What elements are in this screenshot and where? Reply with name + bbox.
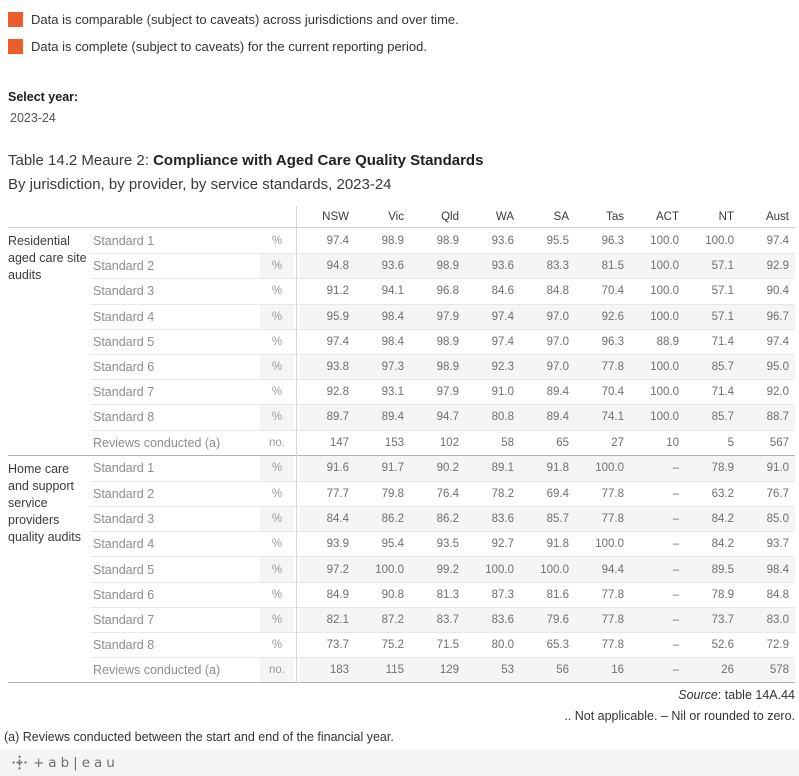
data-cell-sa: 81.6 — [546, 588, 569, 601]
data-cell-act: – — [630, 658, 685, 682]
data-cell-tas: 16 — [575, 658, 630, 682]
column-header-tas[interactable]: Tas — [606, 210, 624, 223]
column-header-sa[interactable]: SA — [553, 210, 569, 223]
column-header-wa[interactable]: WA — [495, 210, 514, 223]
unit-cell: % — [271, 234, 283, 247]
data-cell-sa: 56 — [520, 658, 575, 682]
data-cell-nsw: 147 — [329, 436, 349, 449]
data-cell-nsw: 94.8 — [300, 254, 355, 278]
data-cell-nt: 5 — [727, 436, 734, 449]
unit-cell: % — [260, 557, 294, 581]
data-cell-wa: 92.7 — [491, 538, 514, 551]
section-rows — [90, 456, 795, 683]
legend-label: Data is complete (subject to caveats) for the current reporting period. — [31, 38, 427, 54]
data-cell-qld: 71.5 — [436, 639, 459, 652]
data-cell-nsw: 77.7 — [326, 487, 349, 500]
data-cell-qld: 98.9 — [436, 335, 459, 348]
data-cell-tas: 96.3 — [601, 234, 624, 247]
unit-cell: % — [271, 487, 283, 500]
data-cell-nt: 57.1 — [711, 285, 734, 298]
data-cell-act: 100.0 — [650, 234, 679, 247]
data-cell-tas: 100.0 — [575, 456, 630, 481]
data-cell-vic: 115 — [355, 658, 410, 682]
data-cell-nt: 100.0 — [705, 234, 734, 247]
year-filter-label: Select year: — [8, 90, 79, 104]
data-cell-wa: 89.1 — [465, 456, 520, 481]
data-cell-tas: 96.3 — [601, 335, 624, 348]
data-cell-qld: 129 — [410, 658, 465, 682]
row-label: Standard 1 — [93, 233, 155, 248]
data-cell-vic: 89.4 — [355, 405, 410, 429]
row-label: Standard 1 — [93, 461, 155, 476]
data-cell-nsw: 97.2 — [300, 557, 355, 581]
column-header-aust[interactable]: Aust — [765, 210, 789, 223]
table-row — [90, 404, 795, 429]
data-cell-qld: 83.7 — [410, 608, 465, 632]
data-cell-aust: 88.7 — [740, 405, 795, 429]
data-cell-act: 100.0 — [630, 305, 685, 329]
data-cell-wa: 84.6 — [491, 285, 514, 298]
data-cell-qld: 99.2 — [410, 557, 465, 581]
data-cell-vic: 153 — [384, 436, 404, 449]
table-section — [8, 228, 795, 455]
legend — [8, 10, 459, 64]
data-cell-qld: 98.9 — [436, 234, 459, 247]
data-cell-sa: 65.3 — [546, 639, 569, 652]
row-label: Standard 5 — [93, 562, 155, 577]
row-label: Standard 3 — [93, 284, 155, 299]
data-cell-nt: 89.5 — [685, 557, 740, 581]
data-cell-nt: 85.7 — [685, 355, 740, 379]
data-cell-wa: 58 — [501, 436, 514, 449]
data-cell-qld: 97.9 — [436, 386, 459, 399]
data-cell-aust: 92.9 — [740, 254, 795, 278]
data-cell-nsw: 93.9 — [326, 538, 349, 551]
column-headers — [8, 206, 795, 228]
table-section — [8, 455, 795, 683]
data-cell-sa: 83.3 — [520, 254, 575, 278]
data-cell-aust: 91.0 — [740, 456, 795, 481]
data-cell-tas: 70.4 — [601, 285, 624, 298]
data-cell-nsw: 91.6 — [300, 456, 355, 481]
data-cell-wa: 97.4 — [465, 305, 520, 329]
data-cell-qld: 98.9 — [410, 254, 465, 278]
data-cell-vic: 100.0 — [355, 557, 410, 581]
orange-square-icon — [8, 12, 23, 27]
row-label: Standard 4 — [93, 309, 155, 324]
data-cell-nsw: 95.9 — [300, 305, 355, 329]
row-label: Standard 7 — [93, 385, 155, 400]
unit-cell: % — [260, 507, 294, 531]
year-filter — [8, 90, 78, 125]
data-cell-sa: 89.4 — [520, 405, 575, 429]
data-cell-wa: 100.0 — [465, 557, 520, 581]
data-cell-vic: 87.2 — [355, 608, 410, 632]
data-cell-nt: 78.9 — [711, 588, 734, 601]
unit-cell: no. — [269, 436, 285, 449]
unit-cell: % — [260, 608, 294, 632]
data-cell-nsw: 89.7 — [300, 405, 355, 429]
data-cell-act: 100.0 — [630, 355, 685, 379]
data-cell-act: 100.0 — [630, 405, 685, 429]
column-header-qld[interactable]: Qld — [441, 210, 459, 223]
data-cell-vic: 98.4 — [381, 335, 404, 348]
data-cell-aust: 85.0 — [740, 507, 795, 531]
tableau-mark-icon — [12, 755, 27, 770]
table-row — [90, 607, 795, 632]
year-filter-value[interactable]: 2023-24 — [10, 111, 56, 125]
table-row — [90, 481, 795, 506]
unit-cell: % — [271, 639, 283, 652]
source-rest: : table 14A.44 — [717, 688, 795, 702]
data-cell-sa: 97.0 — [520, 355, 575, 379]
row-label: Standard 5 — [93, 334, 155, 349]
table-row — [90, 456, 795, 481]
data-cell-wa: 93.6 — [491, 234, 514, 247]
data-cell-nt: 84.2 — [711, 538, 734, 551]
data-cell-wa: 93.6 — [465, 254, 520, 278]
unit-cell: % — [260, 405, 294, 429]
data-cell-nt: 71.4 — [711, 335, 734, 348]
row-label: Standard 4 — [93, 537, 155, 552]
table-row — [90, 379, 795, 404]
data-cell-tas: 27 — [611, 436, 624, 449]
footnote-a: (a) Reviews conducted between the start and end of the financial year. — [4, 730, 394, 744]
data-cell-sa: 100.0 — [520, 557, 575, 581]
row-label: Standard 2 — [93, 486, 155, 501]
data-cell-nt: 52.6 — [711, 639, 734, 652]
data-cell-tas: 92.6 — [575, 305, 630, 329]
column-header-vic[interactable]: Vic — [388, 210, 404, 223]
row-label: Reviews conducted (a) — [93, 435, 221, 450]
unit-cell: % — [271, 285, 283, 298]
data-cell-tas: 77.8 — [575, 507, 630, 531]
data-cell-vic: 93.1 — [381, 386, 404, 399]
unit-cell: % — [260, 355, 294, 379]
data-cell-sa: 79.6 — [520, 608, 575, 632]
data-cell-wa: 97.4 — [491, 335, 514, 348]
data-cell-act: 10 — [666, 436, 679, 449]
data-cell-nsw: 91.2 — [326, 285, 349, 298]
row-label: Standard 3 — [93, 512, 155, 527]
data-cell-nsw: 73.7 — [326, 639, 349, 652]
data-cell-wa: 80.8 — [465, 405, 520, 429]
data-cell-tas: 100.0 — [595, 538, 624, 551]
data-cell-wa: 80.0 — [491, 639, 514, 652]
column-divider-line — [296, 206, 297, 683]
table-row — [90, 582, 795, 607]
data-cell-tas: 77.8 — [575, 355, 630, 379]
row-label: Standard 6 — [93, 587, 155, 602]
data-cell-vic: 90.8 — [381, 588, 404, 601]
data-cell-tas: 94.4 — [575, 557, 630, 581]
data-cell-act: – — [630, 608, 685, 632]
data-cell-aust: 83.0 — [740, 608, 795, 632]
data-cell-qld: 97.9 — [410, 305, 465, 329]
data-cell-nt: 57.1 — [685, 305, 740, 329]
section-rows — [90, 228, 795, 455]
table-row — [90, 304, 795, 329]
data-cell-qld: 81.3 — [436, 588, 459, 601]
data-cell-act: – — [672, 639, 679, 652]
compliance-table — [8, 206, 795, 683]
data-cell-nt: 84.2 — [685, 507, 740, 531]
data-cell-qld: 86.2 — [410, 507, 465, 531]
data-cell-nsw: 97.4 — [326, 234, 349, 247]
data-cell-act: 100.0 — [630, 254, 685, 278]
data-cell-sa: 89.4 — [546, 386, 569, 399]
data-cell-wa: 83.6 — [465, 507, 520, 531]
data-cell-vic: 91.7 — [355, 456, 410, 481]
data-cell-aust: 96.7 — [740, 305, 795, 329]
data-cell-sa: 85.7 — [520, 507, 575, 531]
data-cell-nt: 26 — [685, 658, 740, 682]
data-cell-tas: 81.5 — [575, 254, 630, 278]
data-cell-sa: 65 — [556, 436, 569, 449]
data-cell-nt: 85.7 — [685, 405, 740, 429]
data-cell-act: – — [672, 588, 679, 601]
column-header-nsw[interactable]: NSW — [322, 210, 349, 223]
footnotes — [4, 688, 795, 745]
data-cell-qld: 93.5 — [436, 538, 459, 551]
data-cell-vic: 93.6 — [355, 254, 410, 278]
data-cell-aust: 97.4 — [766, 335, 789, 348]
unit-cell: % — [260, 254, 294, 278]
tableau-wordmark: +ab|eau — [33, 754, 119, 771]
data-cell-vic: 97.3 — [355, 355, 410, 379]
data-cell-aust: 95.0 — [740, 355, 795, 379]
data-cell-act: – — [630, 557, 685, 581]
data-cell-wa: 83.6 — [465, 608, 520, 632]
data-cell-aust: 76.7 — [766, 487, 789, 500]
data-cell-sa: 91.8 — [520, 456, 575, 481]
title-prefix: Table 14.2 Meaure 2: — [8, 152, 154, 169]
column-header-nt[interactable]: NT — [718, 210, 734, 223]
data-cell-vic: 79.8 — [381, 487, 404, 500]
data-cell-tas: 70.4 — [601, 386, 624, 399]
row-label: Standard 8 — [93, 410, 155, 425]
data-cell-nsw: 97.4 — [326, 335, 349, 348]
data-cell-sa: 97.0 — [546, 335, 569, 348]
data-cell-aust: 578 — [740, 658, 795, 682]
group-label: Residential aged care site audits — [8, 234, 87, 282]
column-header-act[interactable]: ACT — [656, 210, 679, 223]
data-cell-nt: 78.9 — [685, 456, 740, 481]
data-cell-qld: 90.2 — [410, 456, 465, 481]
data-cell-act: 100.0 — [650, 386, 679, 399]
data-cell-act: – — [672, 487, 679, 500]
data-cell-wa: 91.0 — [491, 386, 514, 399]
title-bold: Compliance with Aged Care Quality Standards — [153, 152, 484, 169]
unit-cell: % — [271, 386, 283, 399]
data-cell-sa: 84.8 — [546, 285, 569, 298]
table-row — [90, 329, 795, 354]
unit-cell: % — [260, 456, 294, 481]
data-cell-wa: 53 — [465, 658, 520, 682]
data-cell-qld: 76.4 — [436, 487, 459, 500]
data-cell-nt: 57.1 — [685, 254, 740, 278]
row-label: Standard 2 — [93, 259, 155, 274]
unit-cell: % — [260, 305, 294, 329]
data-cell-wa: 87.3 — [491, 588, 514, 601]
row-label: Standard 6 — [93, 360, 155, 375]
table-row — [90, 657, 795, 682]
group-label: Home care and support service providers quality audits — [8, 461, 81, 544]
data-cell-vic: 98.9 — [381, 234, 404, 247]
data-cell-aust: 93.7 — [766, 538, 789, 551]
data-cell-nsw: 84.4 — [300, 507, 355, 531]
na-note: .. Not applicable. – Nil or rounded to zero. — [564, 709, 795, 723]
data-cell-act: – — [630, 507, 685, 531]
table-row — [90, 430, 795, 455]
data-cell-tas: 74.1 — [575, 405, 630, 429]
data-cell-aust: 90.4 — [766, 285, 789, 298]
data-cell-wa: 78.2 — [491, 487, 514, 500]
table-row — [90, 253, 795, 278]
row-label: Standard 8 — [93, 638, 155, 653]
table-row — [90, 354, 795, 379]
data-cell-nsw: 183 — [300, 658, 355, 682]
data-cell-aust: 84.8 — [766, 588, 789, 601]
data-cell-qld: 98.9 — [410, 355, 465, 379]
data-cell-qld: 96.8 — [436, 285, 459, 298]
data-cell-nt: 63.2 — [711, 487, 734, 500]
table-row — [90, 556, 795, 581]
table-row — [90, 278, 795, 303]
data-cell-aust: 98.4 — [740, 557, 795, 581]
data-cell-sa: 97.0 — [520, 305, 575, 329]
data-cell-qld: 94.7 — [410, 405, 465, 429]
data-cell-aust: 97.4 — [766, 234, 789, 247]
table-row — [90, 228, 795, 253]
data-cell-vic: 95.4 — [381, 538, 404, 551]
data-cell-nsw: 84.9 — [326, 588, 349, 601]
data-cell-qld: 102 — [439, 436, 459, 449]
table-row — [90, 632, 795, 657]
data-cell-nt: 71.4 — [711, 386, 734, 399]
data-cell-tas: 77.8 — [601, 487, 624, 500]
page-subtitle: By jurisdiction, by provider, by service standards, 2023-24 — [8, 176, 392, 193]
legend-item-complete — [8, 37, 459, 55]
data-cell-aust: 72.9 — [766, 639, 789, 652]
data-cell-act: – — [672, 538, 679, 551]
orange-square-icon — [8, 39, 23, 54]
data-cell-sa: 95.5 — [546, 234, 569, 247]
data-cell-act: 100.0 — [650, 285, 679, 298]
source-label: Source — [678, 688, 718, 702]
data-cell-act: 88.9 — [656, 335, 679, 348]
data-cell-sa: 91.8 — [546, 538, 569, 551]
unit-cell: no. — [260, 658, 294, 682]
data-cell-vic: 86.2 — [355, 507, 410, 531]
row-label: Reviews conducted (a) — [93, 663, 221, 678]
data-cell-nsw: 92.8 — [326, 386, 349, 399]
unit-cell: % — [271, 588, 283, 601]
legend-label: Data is comparable (subject to caveats) across jurisdictions and over time. — [31, 11, 459, 27]
data-cell-nsw: 82.1 — [300, 608, 355, 632]
data-cell-vic: 75.2 — [381, 639, 404, 652]
data-cell-act: – — [630, 456, 685, 481]
unit-cell: % — [271, 538, 283, 551]
tableau-logo-link[interactable] — [12, 755, 119, 771]
table-body — [8, 228, 795, 683]
title-block — [8, 150, 788, 195]
tableau-bottom-bar — [0, 749, 799, 776]
table-row — [90, 531, 795, 556]
data-cell-sa: 69.4 — [546, 487, 569, 500]
data-cell-wa: 92.3 — [465, 355, 520, 379]
row-label: Standard 7 — [93, 612, 155, 627]
data-cell-tas: 77.8 — [601, 639, 624, 652]
table-row — [90, 506, 795, 531]
data-cell-vic: 98.4 — [355, 305, 410, 329]
page-title — [8, 150, 788, 171]
unit-cell: % — [271, 335, 283, 348]
legend-item-comparable — [8, 10, 459, 28]
data-cell-nsw: 93.8 — [300, 355, 355, 379]
data-cell-vic: 94.1 — [381, 285, 404, 298]
data-cell-aust: 567 — [769, 436, 789, 449]
data-cell-nt: 73.7 — [685, 608, 740, 632]
data-cell-aust: 92.0 — [766, 386, 789, 399]
data-cell-tas: 77.8 — [601, 588, 624, 601]
source-note — [4, 688, 795, 703]
data-cell-tas: 77.8 — [575, 608, 630, 632]
